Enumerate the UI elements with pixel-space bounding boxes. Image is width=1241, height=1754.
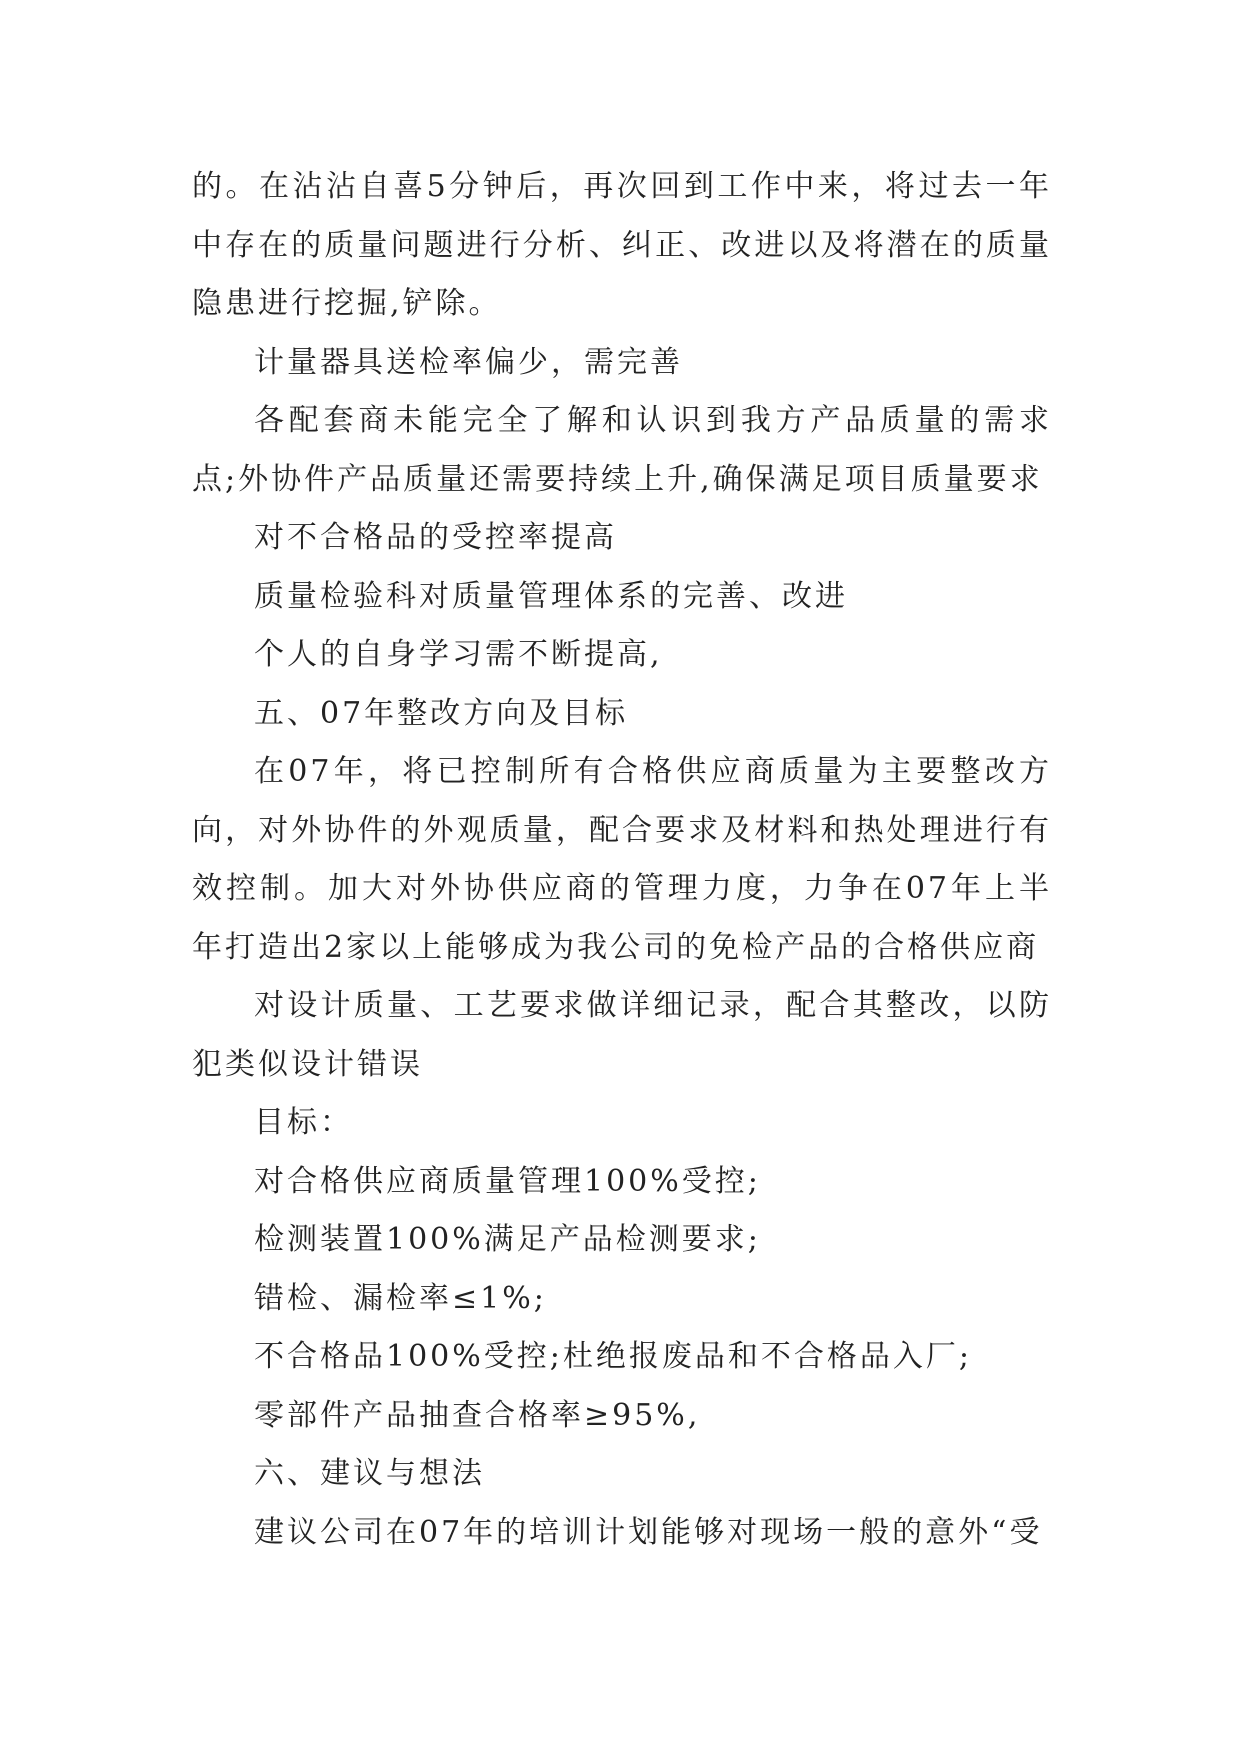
section-heading: 五、07年整改方向及目标 (254, 695, 629, 731)
section-heading: 六、建议与想法 (254, 1456, 485, 1491)
goal-item: 零部件产品抽查合格率≥95%, (254, 1397, 701, 1433)
paragraph: 在07年，将已控制所有合格供应商质量为主要整改方向，对外协件的外观质量，配合要求及材料和热处理进行有效控制。加大对外协供应商的管理力度，力争在07年上半年打造出2家以上能够成为我公司的免检产品的合格供应商 (192, 754, 1052, 965)
goal-item: 对合格供应商质量管理100%受控; (254, 1163, 761, 1199)
paragraph: 各配套商未能完全了解和认识到我方产品质量的需求点;外协件产品质量还需要持续上升,确保满足项目质量要求 (192, 403, 1052, 497)
subheading: 目标： (254, 1105, 353, 1140)
goal-item: 不合格品100%受控;杜绝报废品和不合格品入厂; (254, 1339, 972, 1374)
paragraph: 建议公司在07年的培训计划能够对现场一般的意外“受 (254, 1514, 1043, 1550)
paragraph: 计量器具送检率偏少，需完善 (254, 344, 683, 380)
paragraph: 对设计质量、工艺要求做详细记录，配合其整改，以防犯类似设计错误 (192, 988, 1052, 1082)
paragraph: 对不合格品的受控率提高 (254, 520, 617, 555)
document-body (192, 158, 1052, 1562)
paragraph: 个人的自身学习需不断提高, (254, 637, 663, 672)
paragraph: 质量检验科对质量管理体系的完善、改进 (254, 578, 848, 614)
goal-item: 检测装置100%满足产品检测要求; (254, 1222, 761, 1257)
paragraph: 的。在沾沾自喜5分钟后，再次回到工作中来，将过去一年中存在的质量问题进行分析、纠正、改进以及将潜在的质量隐患进行挖掘,铲除。 (192, 169, 1052, 321)
goal-item: 错检、漏检率≤1%; (254, 1280, 547, 1316)
